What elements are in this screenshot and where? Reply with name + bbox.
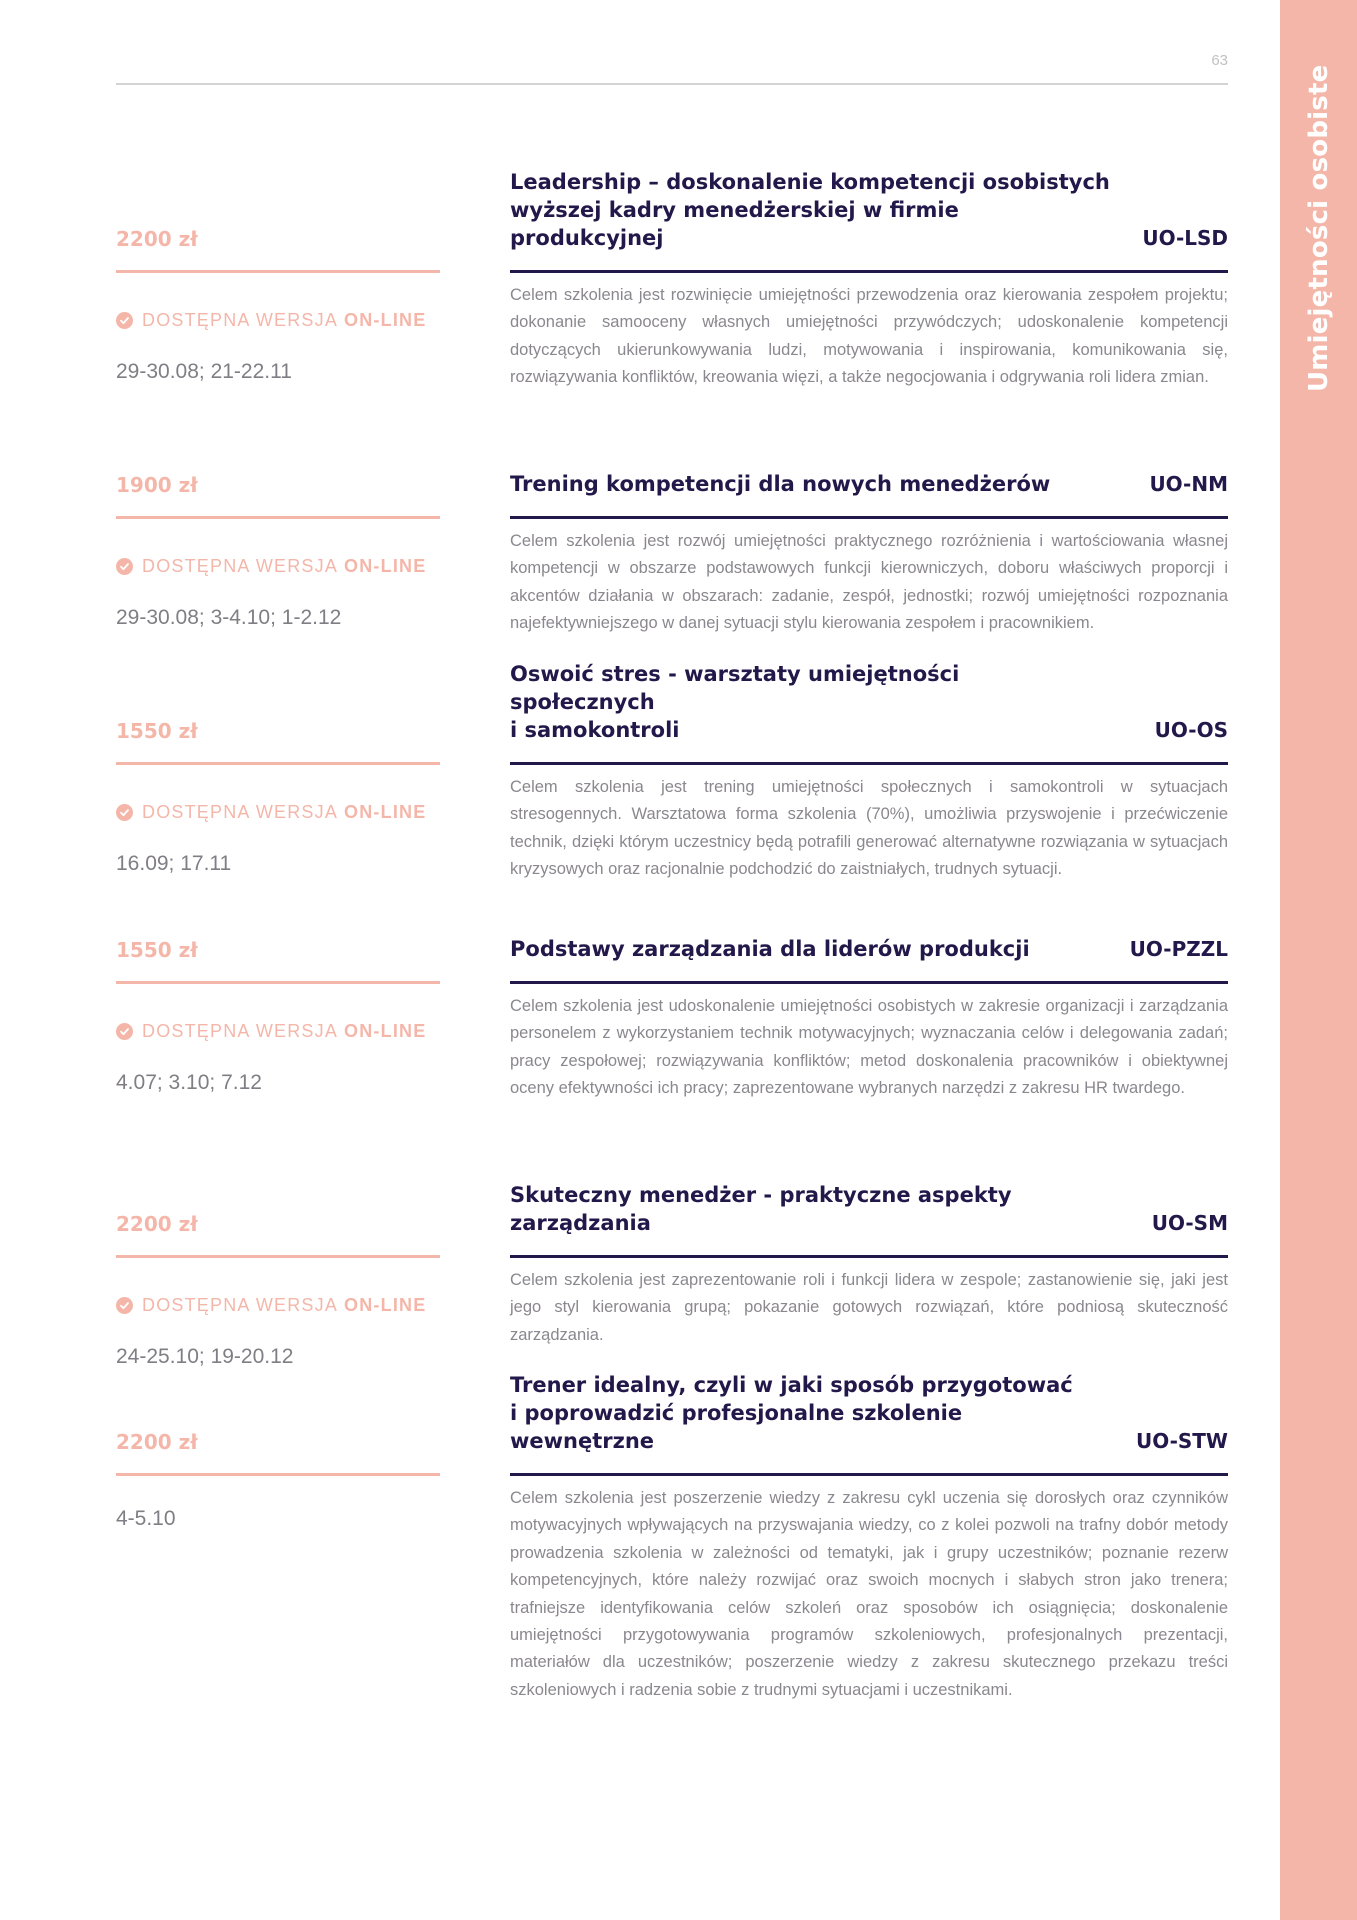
- course-header: [510, 935, 1228, 963]
- online-label-prefix: DOSTĘPNA WERSJA: [142, 310, 339, 330]
- online-label-prefix: DOSTĘPNA WERSJA: [142, 1021, 339, 1041]
- section-title: Umiejętności osobiste: [1304, 64, 1334, 392]
- online-version-badge: [116, 556, 426, 577]
- online-version-badge: [116, 310, 426, 331]
- course-dates: 29-30.08; 3-4.10; 1-2.12: [116, 606, 342, 629]
- course-title: Trener idealny, czyli w jaki sposób przygotować i poprowadzić profesjonalne szkolenie wewnętrzne: [510, 1373, 1073, 1453]
- course-price: 2200 zł: [116, 227, 198, 251]
- course-dates: 24-25.10; 19-20.12: [116, 1345, 294, 1368]
- course-header: [510, 1371, 1228, 1455]
- course-dates: 16.09; 17.11: [116, 852, 232, 875]
- online-version-badge: [116, 1295, 426, 1316]
- title-divider: [510, 762, 1228, 765]
- title-divider: [510, 516, 1228, 519]
- online-label-prefix: DOSTĘPNA WERSJA: [142, 1295, 339, 1315]
- course-price: 1550 zł: [116, 719, 198, 743]
- course-header: [510, 470, 1228, 498]
- page-number: 63: [1211, 52, 1228, 69]
- course-title: Oswoić stres - warsztaty umiejętności społecznych i samokontroli: [510, 662, 960, 742]
- check-circle-icon: [116, 558, 133, 575]
- course-code: UO-STW: [1135, 1429, 1228, 1453]
- online-label-strong: ON-LINE: [344, 1295, 427, 1315]
- course-dates: 29-30.08; 21-22.11: [116, 360, 292, 383]
- course-description: Celem szkolenia jest trening umiejętności społecznych i samokontroli w sytuacjach stresogennych. Warsztatowa forma szkolenia (70%), umożliwia przyswojenie i przećwiczenie technik, dzięki którym uczestnicy będą potrafili generować alternatywne rozwiązania w sytuacjach kryzysowych oraz racjonalnie podchodzić do zaistniałych, trudnych sytuacji.: [510, 778, 1228, 879]
- title-divider: [510, 1473, 1228, 1476]
- course-code: UO-PZZL: [1129, 937, 1228, 961]
- course-title: Podstawy zarządzania dla liderów produkcji: [510, 937, 1030, 961]
- price-divider: [116, 1473, 440, 1476]
- online-label-prefix: DOSTĘPNA WERSJA: [142, 556, 339, 576]
- course-code: UO-NM: [1149, 472, 1228, 496]
- course-code: UO-LSD: [1142, 226, 1228, 250]
- price-divider: [116, 1255, 440, 1258]
- course-dates: 4-5.10: [116, 1507, 176, 1530]
- online-label-strong: ON-LINE: [344, 556, 427, 576]
- course-price: 2200 zł: [116, 1212, 198, 1236]
- online-label-prefix: DOSTĘPNA WERSJA: [142, 802, 339, 822]
- course-dates: 4.07; 3.10; 7.12: [116, 1071, 262, 1094]
- course-price: 1550 zł: [116, 938, 198, 962]
- course-header: [510, 1181, 1228, 1237]
- check-circle-icon: [116, 804, 133, 821]
- course-title: Leadership – doskonalenie kompetencji osobistych wyższej kadry menedżerskiej w firmie produkcyjnej: [510, 170, 1110, 250]
- price-divider: [116, 516, 440, 519]
- check-circle-icon: [116, 1023, 133, 1040]
- online-label-strong: ON-LINE: [344, 802, 427, 822]
- online-version-badge: [116, 802, 426, 823]
- course-header: [510, 168, 1228, 252]
- title-divider: [510, 270, 1228, 273]
- header-divider: [116, 83, 1228, 85]
- title-divider: [510, 1255, 1228, 1258]
- course-code: UO-OS: [1154, 718, 1228, 742]
- course-description: Celem szkolenia jest udoskonalenie umiejętności osobistych w zakresie organizacji i zarządzania personelem z wykorzystaniem technik motywacyjnych; wyznaczania celów i delegowania zadań; pracy zespołowej; rozwiązywania konfliktów; metod doskonalenia pracowników i obiektywnej oceny efektywności ich pracy; zaprezentowane wybranych narzędzi z zakresu HR twardego.: [510, 997, 1228, 1098]
- course-description: Celem szkolenia jest poszerzenie wiedzy z zakresu cykl uczenia się dorosłych oraz czynników motywacyjnych wpływających na przyswajania wiedzy, co z kolei pozwoli na trafny dobór metody prowadzenia szkolenia w zależności od tematyki, jak i grupy uczestników; poznanie rezerw kompetencyjnych, które należy rozwijać oraz swoich mocnych i słabych stron jako trenera; trafniejsze identyfikowania celów szkoleń oraz sposobów ich osiągnięcia; doskonalenie umiejętności przygotowywania programów szkoleniowych, profesjonalnych prezentacji, materiałów dla uczestników; poszerzenie wiedzy z zakresu skutecznego przekazu treści szkoleniowych i radzenia sobie z trudnymi sytuacjami i uczestnikami.: [510, 1489, 1228, 1699]
- course-description: Celem szkolenia jest rozwój umiejętności praktycznego rozróżnienia i wartościowania własnej kompetencji w obszarze podstawowych funkcji kierowniczych, doboru właściwych proporcji i akcentów działania w obszarach: zadanie, zespół, jednostki; rozwój umiejętności rozpoznania najefektywniejszego w danej sytuacji stylu kierowania zespołem i pracownikiem.: [510, 532, 1228, 633]
- price-divider: [116, 762, 440, 765]
- course-code: UO-SM: [1151, 1211, 1228, 1235]
- online-version-badge: [116, 1021, 426, 1042]
- price-divider: [116, 981, 440, 984]
- course-description: Celem szkolenia jest zaprezentowanie roli i funkcji lidera w zespole; zastanowienie się, jaki jest jego styl kierowania grupą; pokazanie gotowych rozwiązań, które podniosą skuteczność zarządzania.: [510, 1271, 1228, 1344]
- online-label-strong: ON-LINE: [344, 1021, 427, 1041]
- online-label-strong: ON-LINE: [344, 310, 427, 330]
- course-price: 1900 zł: [116, 473, 198, 497]
- course-title: Skuteczny menedżer - praktyczne aspekty zarządzania: [510, 1183, 1012, 1235]
- course-title: Trening kompetencji dla nowych menedżerów: [510, 472, 1051, 496]
- price-divider: [116, 270, 440, 273]
- course-header: [510, 660, 1228, 744]
- course-price: 2200 zł: [116, 1430, 198, 1454]
- title-divider: [510, 981, 1228, 984]
- course-description: Celem szkolenia jest rozwinięcie umiejętności przewodzenia oraz kierowania zespołem projektu; dokonanie samooceny własnych umiejętności przywódczych; udoskonalenie kompetencji dotyczących ukierunkowywania ludzi, motywowania i inspirowania, komunikowania się, rozwiązywania konfliktów, kreowania więzi, a także negocjowania i odgrywania roli lidera zmian.: [510, 286, 1228, 387]
- check-circle-icon: [116, 1297, 133, 1314]
- check-circle-icon: [116, 312, 133, 329]
